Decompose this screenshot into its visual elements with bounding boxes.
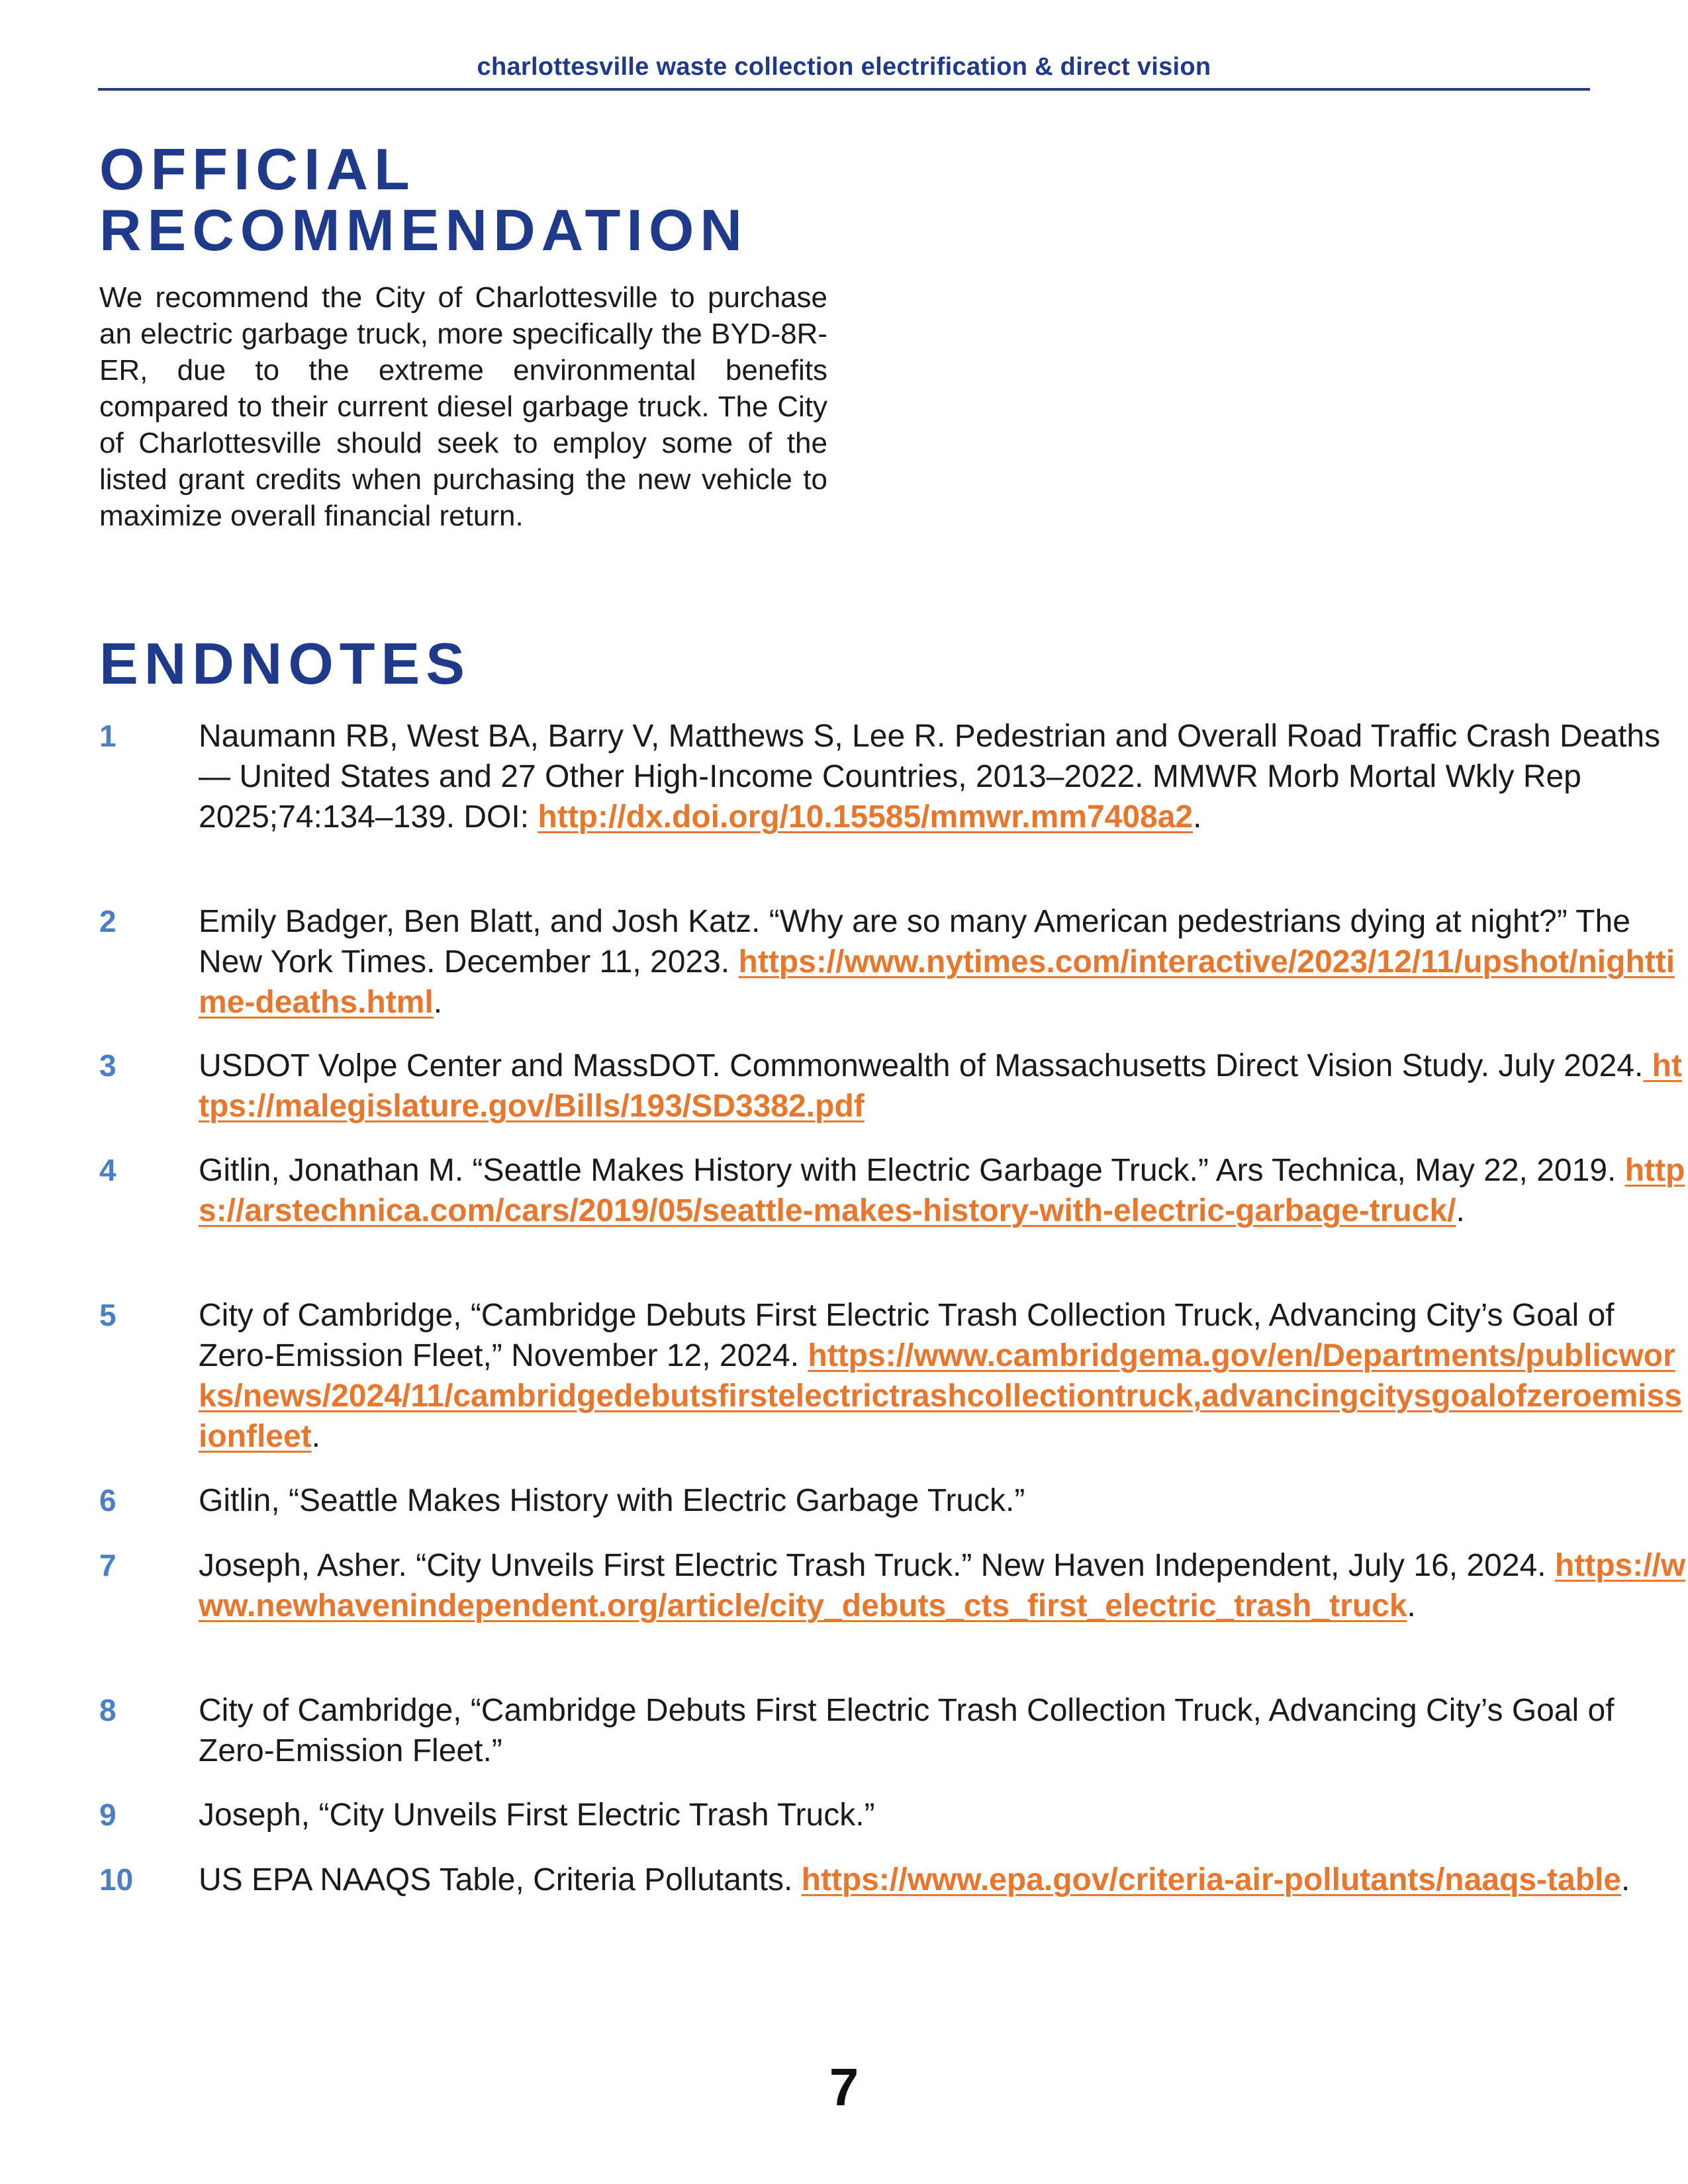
endnote-number: 4	[99, 1153, 117, 1187]
endnote-citation: US EPA NAAQS Table, Criteria Pollutants.	[199, 1862, 802, 1897]
endnote-number: 6	[99, 1483, 117, 1518]
recommendation-title-line-2: RECOMMENDATION	[99, 197, 748, 263]
endnote-citation: Joseph, “City Unveils First Electric Trash Truck.”	[199, 1797, 875, 1833]
endnote-citation: Joseph, Asher. “City Unveils First Electric Trash Truck.” New Haven Independent, July 16, 2024.	[199, 1548, 1555, 1583]
endnote-suffix: .	[1193, 799, 1202, 835]
endnote-number: 2	[99, 904, 117, 938]
endnote-text	[199, 1150, 1688, 1231]
endnote-link[interactable]: https://arstechnica.com/cars/2019/05/seattle-makes-history-with-electric-garbage-truck/	[199, 1153, 1685, 1228]
endnote-number: 3	[99, 1048, 117, 1083]
endnote-suffix: .	[1456, 1193, 1465, 1228]
endnote-link[interactable]: https://www.epa.gov/criteria-air-pollutants/naaqs-table	[801, 1862, 1622, 1897]
endnote-number: 7	[99, 1548, 117, 1582]
recommendation-title-line-1: OFFICIAL	[99, 136, 416, 202]
endnote-text	[199, 1480, 1688, 1521]
header-divider	[98, 88, 1590, 91]
endnote-suffix: .	[1407, 1588, 1416, 1623]
endnote-number: 10	[99, 1862, 134, 1897]
endnote-suffix: .	[311, 1419, 321, 1454]
endnote-text	[199, 1795, 1688, 1835]
endnote-citation: Emily Badger, Ben Blatt, and Josh Katz. “Why are so many American pedestrians dying at night?” The New York Times. December 11, 2023.	[199, 904, 1630, 979]
endnote-text	[199, 716, 1688, 837]
endnote-link[interactable]: https://www.newhavenindependent.org/article/city_debuts_cts_first_electric_trash_truck	[199, 1548, 1686, 1623]
endnote-text	[199, 1295, 1688, 1457]
endnote-link[interactable]: https://www.nytimes.com/interactive/2023/12/11/upshot/nighttime-deaths.html	[199, 944, 1675, 1020]
endnote-citation: USDOT Volpe Center and MassDOT. Commonwealth of Massachusetts Direct Vision Study. July 2024.	[199, 1048, 1644, 1083]
endnote-suffix: .	[1621, 1862, 1630, 1897]
endnote-citation: Gitlin, Jonathan M. “Seattle Makes History with Electric Garbage Truck.” Ars Technica, May 22, 2019.	[199, 1153, 1625, 1188]
recommendation-title	[99, 136, 748, 263]
endnote-number: 1	[99, 719, 117, 753]
endnote-citation: City of Cambridge, “Cambridge Debuts First Electric Trash Collection Truck, Advancing City’s Goal of Zero-Emission Fleet.”	[199, 1693, 1615, 1768]
endnote-text	[199, 1690, 1688, 1771]
endnote-text	[199, 1545, 1688, 1626]
endnote-citation: City of Cambridge, “Cambridge Debuts First Electric Trash Collection Truck, Advancing City’s Goal of Zero-Emission Fleet,” November 12, 2024.	[199, 1298, 1615, 1373]
endnote-number: 5	[99, 1298, 117, 1332]
endnote-link[interactable]: https://malegislature.gov/Bills/193/SD3382.pdf	[199, 1048, 1682, 1124]
endnote-text	[199, 1860, 1688, 1900]
endnote-citation: Naumann RB, West BA, Barry V, Matthews S, Lee R. Pedestrian and Overall Road Traffic Crash Deaths — United States and 27 Other High-Income Countries, 2013–2022. MMWR Morb Mortal Wkly Rep 2025;74:134–139. DOI:	[199, 719, 1661, 835]
endnote-text	[199, 901, 1688, 1023]
endnote-number: 8	[99, 1693, 117, 1727]
recommendation-body: We recommend the City of Charlottesville to purchase an electric garbage truck, more specifically the BYD-8R-ER, due to the extreme environmental benefits compared to their current diesel garbage truck. The City of Charlottesville should seek to employ some of the listed grant credits when purchasing the new vehicle to maximize overall financial return.	[99, 281, 827, 532]
endnote-number: 9	[99, 1797, 117, 1832]
endnote-suffix: .	[433, 985, 443, 1020]
running-header: charlottesville waste collection electrification & direct vision	[477, 53, 1211, 81]
endnote-link[interactable]: https://www.cambridgema.gov/en/Departments/publicworks/news/2024/11/cambridgedebutsfirstelectrictrashcollectiontruck,advancingcitysgoalofzeroemissionfleet	[199, 1338, 1682, 1454]
endnotes-title: ENDNOTES	[99, 631, 471, 696]
page-number: 7	[829, 2058, 859, 2116]
endnote-link[interactable]: http://dx.doi.org/10.15585/mmwr.mm7408a2	[538, 799, 1194, 835]
endnote-citation: Gitlin, “Seattle Makes History with Electric Garbage Truck.”	[199, 1483, 1025, 1518]
endnote-text	[199, 1046, 1688, 1126]
